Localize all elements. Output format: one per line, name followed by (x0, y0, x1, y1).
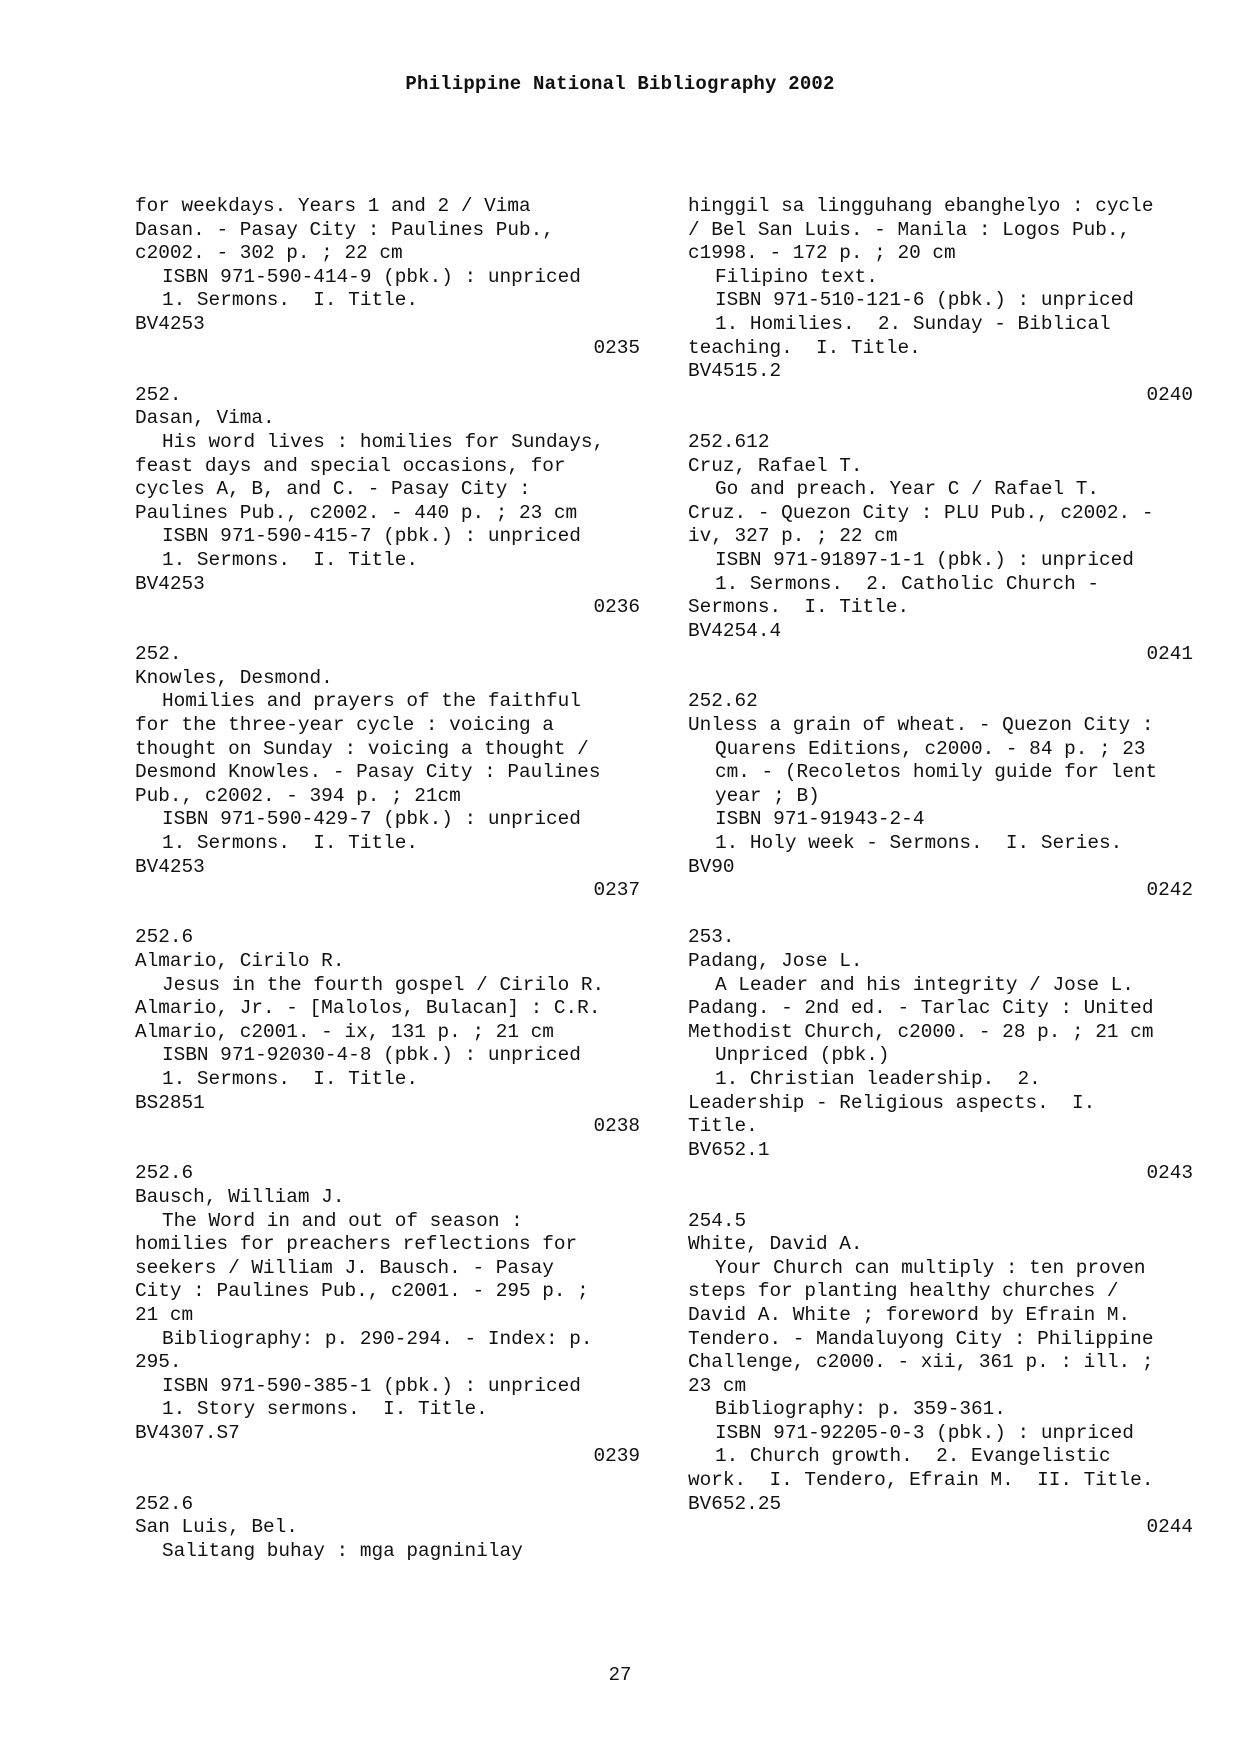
entry-spacer (135, 903, 640, 927)
entry-line: Bibliography: p. 290-294. - Index: p. (162, 1327, 593, 1350)
entry-line: 1. Church growth. 2. Evangelistic (715, 1445, 1111, 1468)
entry-line: 1. Sermons. I. Title. (162, 832, 418, 855)
entry-line: Salitang buhay : mga pagninilay (162, 1539, 523, 1562)
entry-line: / Bel San Luis. - Manila : Logos Pub., (688, 218, 1131, 241)
entry-line: BV4253 (135, 572, 205, 595)
entry-line: 1. Homilies. 2. Sunday - Biblical (715, 312, 1111, 335)
page-title: Philippine National Bibliography 2002 (405, 73, 835, 95)
entry-line: Quarens Editions, c2000. - 84 p. ; 23 (715, 737, 1146, 760)
entry-line: 252.6 (135, 1162, 194, 1185)
entry-line: ISBN 971-91897-1-1 (pbk.) : unpriced (715, 548, 1134, 571)
entry-line: Filipino text. (715, 265, 878, 288)
entry-line: Bausch, William J. (135, 1185, 345, 1208)
entry-line: thought on Sunday : voicing a thought / (135, 737, 589, 760)
entry-line: BV652.25 (688, 1492, 782, 1515)
entry-line: 21 cm (135, 1303, 194, 1326)
entry-line: Padang. - 2nd ed. - Tarlac City : United (688, 997, 1154, 1020)
entry-line: A Leader and his integrity / Jose L. (715, 973, 1134, 996)
entry-number: 0243 (1146, 1162, 1193, 1185)
entry-line: Almario, Jr. - [Malolos, Bulacan] : C.R. (135, 997, 601, 1020)
bibliography-entry (688, 690, 1193, 902)
entry-line: 1. Christian leadership. 2. (715, 1067, 1041, 1090)
entry-line: 1. Story sermons. I. Title. (162, 1398, 488, 1421)
entry-line: 252.612 (688, 430, 770, 453)
entry-line: 1. Sermons. 2. Catholic Church - (715, 572, 1099, 595)
entry-line: San Luis, Bel. (135, 1516, 298, 1539)
bibliography-entry (135, 195, 640, 360)
bibliography-entry (688, 926, 1193, 1186)
entry-line: Paulines Pub., c2002. - 440 p. ; 23 cm (135, 501, 578, 524)
entry-spacer (135, 1139, 640, 1163)
bibliography-column-left (135, 195, 640, 1563)
entry-line: for the three-year cycle : voicing a (135, 714, 554, 737)
entry-line: teaching. I. Title. (688, 336, 921, 359)
entry-spacer (135, 360, 640, 384)
entry-line: Padang, Jose L. (688, 950, 863, 972)
entry-number: 0238 (593, 1115, 640, 1138)
entry-line: Tendero. - Mandaluyong City : Philippine (688, 1327, 1154, 1350)
entry-line: 252. (135, 383, 182, 406)
entry-line: Almario, Cirilo R. (135, 950, 345, 972)
entry-line: Unpriced (pbk.) (715, 1044, 890, 1067)
entry-line: 23 cm (688, 1374, 747, 1397)
entry-line: 1. Sermons. I. Title. (162, 289, 418, 312)
entry-line: 252.62 (688, 690, 758, 713)
entry-spacer (688, 1186, 1193, 1210)
entry-line: BV4307.S7 (135, 1421, 240, 1444)
entry-line: seekers / William J. Bausch. - Pasay (135, 1256, 554, 1279)
entry-line: Your Church can multiply : ten proven (715, 1256, 1146, 1279)
entry-line: Desmond Knowles. - Pasay City : Paulines (135, 761, 601, 784)
entry-line: year ; B) (715, 784, 820, 807)
entry-line: BV4253 (135, 312, 205, 335)
entry-line: Homilies and prayers of the faithful (162, 690, 581, 713)
bibliography-entry (135, 384, 640, 620)
entry-number: 0244 (1146, 1516, 1193, 1539)
entry-number: 0242 (1146, 879, 1193, 902)
entry-line: White, David A. (688, 1233, 863, 1256)
entry-line: BV652.1 (688, 1138, 770, 1161)
entry-line: ISBN 971-590-385-1 (pbk.) : unpriced (162, 1374, 581, 1397)
entry-spacer (135, 1469, 640, 1493)
bibliography-entry (688, 431, 1193, 667)
entry-line: BS2851 (135, 1091, 205, 1114)
entry-spacer (135, 620, 640, 644)
entry-line: 252.6 (135, 926, 194, 949)
entry-line: Go and preach. Year C / Rafael T. (715, 478, 1099, 501)
entry-line: Almario, c2001. - ix, 131 p. ; 21 cm (135, 1020, 554, 1043)
bibliography-entry (135, 643, 640, 903)
entry-number: 0239 (593, 1445, 640, 1468)
entry-spacer (688, 407, 1193, 431)
bibliography-entry (135, 1162, 640, 1469)
entry-line: ISBN 971-590-429-7 (pbk.) : unpriced (162, 808, 581, 831)
entry-number: 0236 (593, 596, 640, 619)
entry-line: BV4515.2 (688, 360, 782, 383)
entry-line: steps for planting healthy churches / (688, 1280, 1119, 1303)
entry-line: Knowles, Desmond. (135, 666, 333, 689)
entry-number: 0237 (593, 879, 640, 902)
entry-line: homilies for preachers reflections for (135, 1233, 578, 1256)
entry-number: 0240 (1146, 383, 1193, 406)
entry-line: 1. Sermons. I. Title. (162, 1067, 418, 1090)
entry-line: City : Paulines Pub., c2001. - 295 p. ; (135, 1280, 589, 1303)
page-number: 27 (608, 1664, 632, 1686)
entry-line: Pub., c2002. - 394 p. ; 21cm (135, 784, 461, 807)
entry-line: Dasan, Vima. (135, 407, 275, 430)
entry-line: 252.6 (135, 1492, 194, 1515)
entry-line: Cruz, Rafael T. (688, 454, 863, 477)
entry-line: for weekdays. Years 1 and 2 / Vima (135, 195, 531, 217)
entry-line: ISBN 971-92030-4-8 (pbk.) : unpriced (162, 1044, 581, 1067)
entry-line: BV4253 (135, 855, 205, 878)
entry-line: The Word in and out of season : (162, 1209, 523, 1232)
entry-line: BV4254.4 (688, 619, 782, 642)
bibliography-entry (135, 1493, 640, 1564)
bibliography-column-right (688, 195, 1193, 1540)
bibliography-entry (688, 195, 1193, 407)
entry-line: ISBN 971-91943-2-4 (715, 808, 925, 831)
entry-line: Sermons. I. Title. (688, 596, 910, 619)
entry-line: Jesus in the fourth gospel / Cirilo R. (162, 973, 605, 996)
entry-spacer (688, 903, 1193, 927)
entry-line: His word lives : homilies for Sundays, (162, 430, 605, 453)
entry-line: work. I. Tendero, Efrain M. II. Title. (688, 1469, 1154, 1492)
entry-line: Leadership - Religious aspects. I. (688, 1091, 1096, 1114)
entry-line: 253. (688, 926, 735, 949)
entry-line: hinggil sa lingguhang ebanghelyo : cycle (688, 195, 1154, 217)
entry-number: 0241 (1146, 643, 1193, 666)
entry-spacer (688, 667, 1193, 691)
entry-line: iv, 327 p. ; 22 cm (688, 525, 898, 548)
entry-line: Bibliography: p. 359-361. (715, 1398, 1006, 1421)
entry-line: BV90 (688, 855, 735, 878)
entry-line: ISBN 971-590-414-9 (pbk.) : unpriced (162, 265, 581, 288)
entry-line: David A. White ; foreword by Efrain M. (688, 1303, 1131, 1326)
entry-line: c1998. - 172 p. ; 20 cm (688, 242, 956, 265)
entry-line: cm. - (Recoletos homily guide for lent (715, 761, 1158, 784)
entry-line: Cruz. - Quezon City : PLU Pub., c2002. - (688, 501, 1154, 524)
entry-line: 1. Holy week - Sermons. I. Series. (715, 832, 1123, 855)
entry-line: ISBN 971-510-121-6 (pbk.) : unpriced (715, 289, 1134, 312)
bibliography-entry (135, 926, 640, 1138)
entry-line: feast days and special occasions, for (135, 454, 566, 477)
entry-line: ISBN 971-590-415-7 (pbk.) : unpriced (162, 525, 581, 548)
bibliography-entry (688, 1210, 1193, 1540)
entry-line: 254.5 (688, 1209, 747, 1232)
entry-line: Title. (688, 1115, 758, 1138)
entry-line: 252. (135, 643, 182, 666)
entry-line: Challenge, c2000. - xii, 361 p. : ill. ; (688, 1351, 1154, 1374)
entry-line: Unless a grain of wheat. - Quezon City : (688, 714, 1154, 737)
entry-number: 0235 (593, 336, 640, 359)
entry-line: c2002. - 302 p. ; 22 cm (135, 242, 403, 265)
entry-line: Methodist Church, c2000. - 28 p. ; 21 cm (688, 1020, 1154, 1043)
entry-line: 1. Sermons. I. Title. (162, 548, 418, 571)
entry-line: cycles A, B, and C. - Pasay City : (135, 478, 531, 501)
entry-line: ISBN 971-92205-0-3 (pbk.) : unpriced (715, 1421, 1134, 1444)
entry-line: Dasan. - Pasay City : Paulines Pub., (135, 218, 554, 241)
entry-line: 295. (135, 1351, 182, 1374)
